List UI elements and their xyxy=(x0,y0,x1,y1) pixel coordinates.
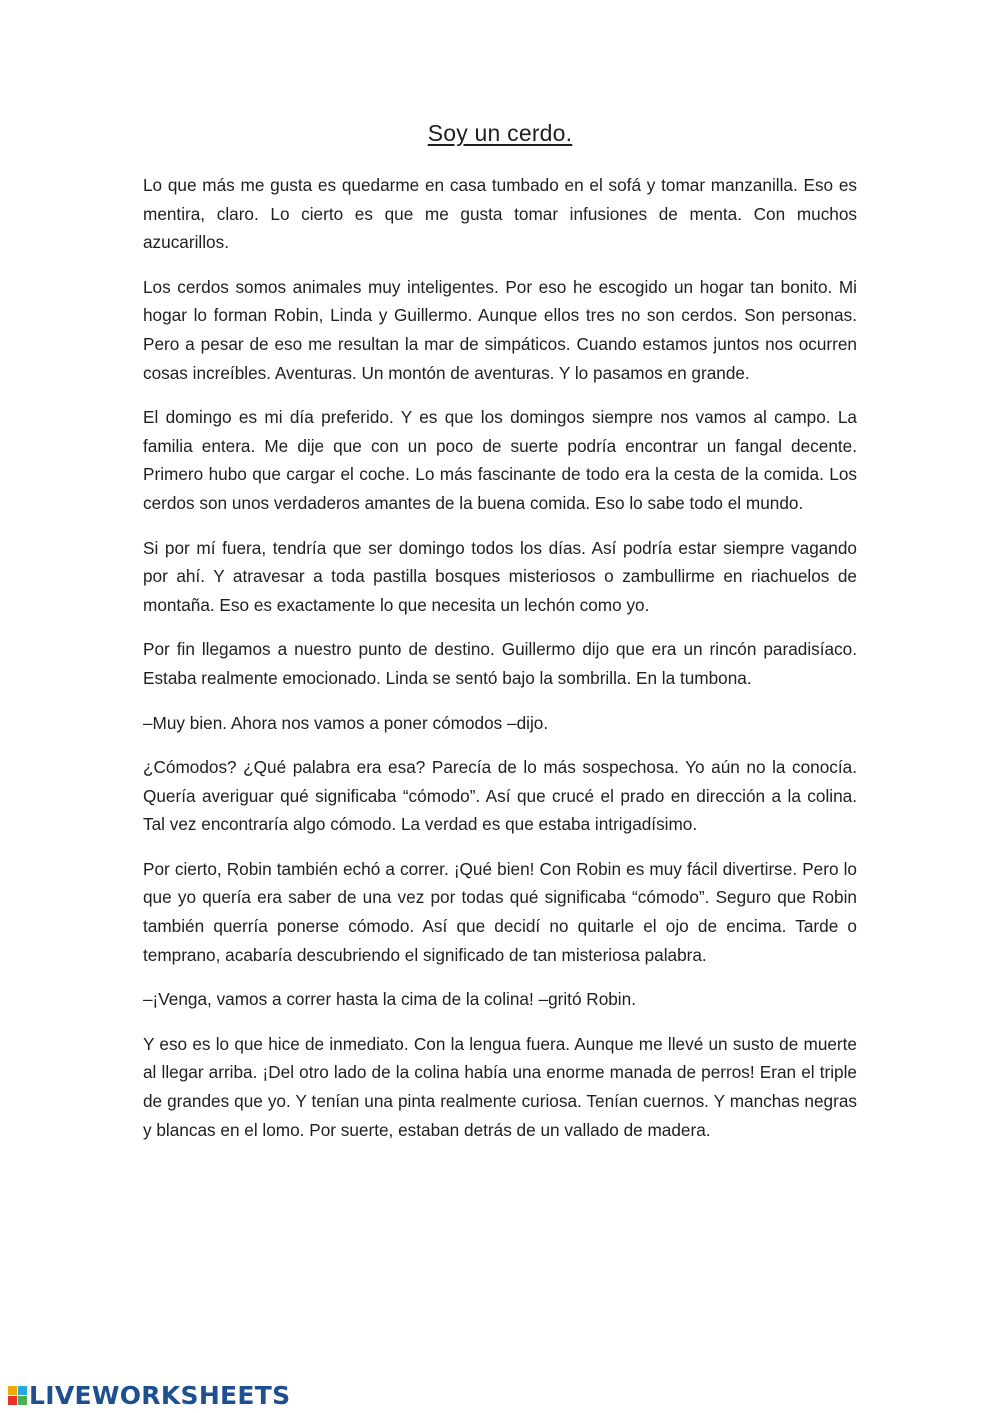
paragraph-3: El domingo es mi día preferido. Y es que los domingos siempre nos vamos al campo. La familia entera. Me dije que con un poco de suerte podría encontrar un fangal decente. Primero hubo que cargar el coche. Lo más fascinante de todo era la cesta de la comida. Los cerdos son unos verdaderos amantes de la buena comida. Eso lo sabe todo el mundo. xyxy=(143,407,857,513)
paragraph-2: Los cerdos somos animales muy inteligentes. Por eso he escogido un hogar tan bonito. Mi hogar lo forman Robin, Linda y Guillermo. Aunque ellos tres no son cerdos. Son personas. Pero a pesar de eso me resultan la mar de simpáticos. Cuando estamos juntos nos ocurren cosas increíbles. Aventuras. Un montón de aventuras. Y lo pasamos en grande. xyxy=(143,276,857,383)
paragraph-9: –¡Venga, vamos a correr hasta la cima de la colina! –gritó Robin. xyxy=(143,989,636,1010)
paragraph-6: –Muy bien. Ahora nos vamos a poner cómodos –dijo. xyxy=(143,712,549,733)
logo-blocks-icon xyxy=(8,1386,27,1405)
liveworksheets-logo[interactable] xyxy=(8,1380,290,1410)
paragraph-1: Lo que más me gusta es quedarme en casa tumbado en el sofá y tomar manzanilla. Eso es mentira, claro. Lo cierto es que me gusta tomar infusiones de menta. Con muchos azucarillos. xyxy=(143,175,857,253)
paragraph-7: ¿Cómodos? ¿Qué palabra era esa? Parecía de lo más sospechosa. Yo aún no la conocía. Quería averiguar qué significaba “cómodo”. Así que crucé el prado en dirección a la colina. Tal vez encontraría algo cómodo. La verdad es que estaba intrigadísimo. xyxy=(143,757,857,835)
document-title: Soy un cerdo. xyxy=(427,120,573,146)
logo-text: LIVEWORKSHEETS xyxy=(29,1380,291,1410)
paragraph-8: Por cierto, Robin también echó a correr. ¡Qué bien! Con Robin es muy fácil divertirse. Pero lo que yo quería era saber de una vez por todas qué significaba “cómodo”. Seguro que Robin también querría ponerse cómodo. Así que decidí no quitarle el ojo de encima. Tarde o temprano, acabaría descubriendo el significado de tan misteriosa palabra. xyxy=(143,858,857,965)
story-body xyxy=(143,171,857,1160)
paragraph-5: Por fin llegamos a nuestro punto de destino. Guillermo dijo que era un rincón paradisíaco. Estaba realmente emocionado. Linda se sentó bajo la sombrilla. En la tumbona. xyxy=(143,639,857,688)
paragraph-10: Y eso es lo que hice de inmediato. Con la lengua fuera. Aunque me llevé un susto de muerte al llegar arriba. ¡Del otro lado de la colina había una enorme manada de perros! Eran el triple de grandes que yo. Y tenían una pinta realmente curiosa. Tenían cuernos. Y manchas negras y blancas en el lomo. Por suerte, estaban detrás de un vallado de madera. xyxy=(143,1033,857,1140)
paragraph-4: Si por mí fuera, tendría que ser domingo todos los días. Así podría estar siempre vagando por ahí. Y atravesar a toda pastilla bosques misteriosos o zambullirme en riachuelos de montaña. Eso es exactamente lo que necesita un lechón como yo. xyxy=(143,537,857,615)
